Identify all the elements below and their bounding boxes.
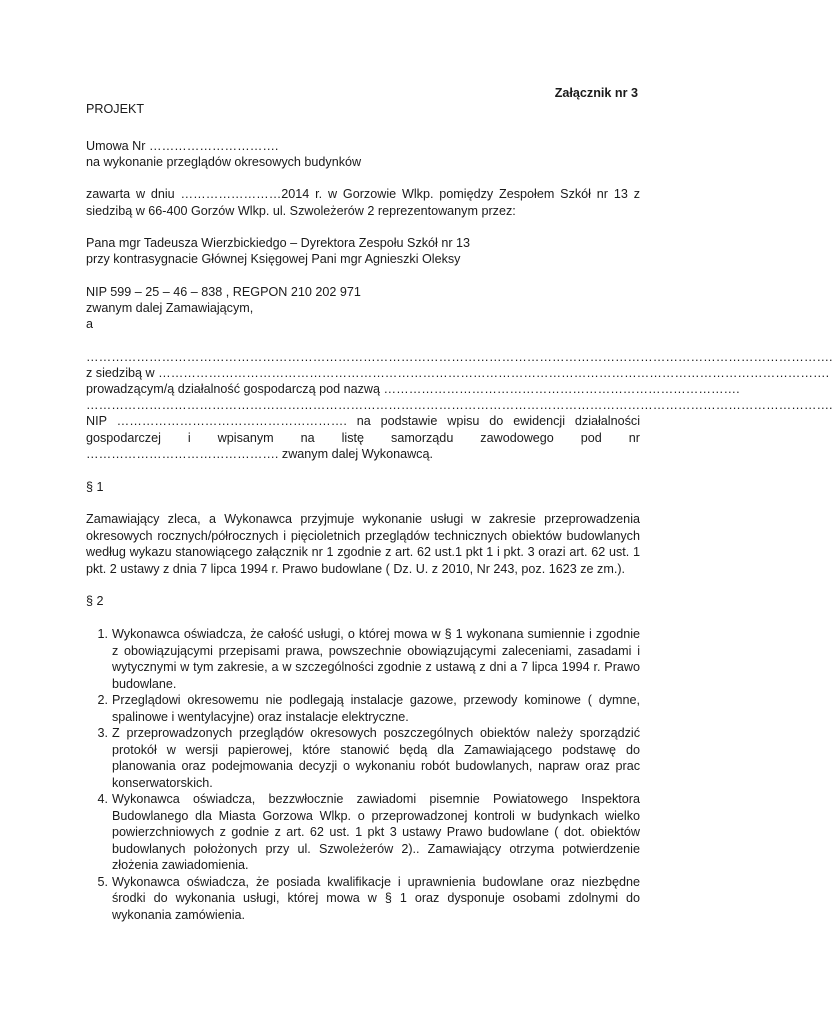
contractor-nip-paragraph: NIP ………………………………………………. na podstawie wpisu do ewidencji działalności gospodarczej i wpisanym na listę samorządu zawodowego pod nr ………………………………………. zwanym dalej Wykonawcą. (86, 414, 640, 461)
list-item (86, 874, 640, 924)
list-item (86, 791, 640, 874)
representative-line-2: przy kontrasygnacie Głównej Księgowej Pani mgr Agnieszki Oleksy (86, 252, 461, 266)
representative-line-1: Pana mgr Tadeusza Wierzbickiedgo – Dyrektora Zespołu Szkół nr 13 (86, 236, 471, 250)
list-item-number: 2. (97, 693, 108, 707)
contractor-dots-line-2: ……………………………………………………………………………………………………………………………………………………………. (86, 398, 833, 412)
list-item-text: Z przeprowadzonych przeglądów okresowych poszczególnych obiektów należy sporządzić protokół w wersji papierowej, które stanowić będą dla Zamawiającego podstawę do planowania oraz podejmowania decyzji o wykonaniu robót budowlanych, napraw oraz prac konserwatorskich. (112, 726, 640, 790)
contractor-business-line: prowadzącym/ą działalność gospodarczą pod nazwą …………………………………………………………………………. (86, 382, 740, 396)
contractor-dots-line-1: ……………………………………………………………………………………………………………………………………………………………. (86, 350, 833, 364)
section-2-list (86, 626, 640, 923)
annex-label: Załącznik nr 3 (554, 86, 638, 100)
list-item-number: 1. (97, 627, 108, 641)
nip-regon-line: NIP 599 – 25 – 46 – 838 , REGPON 210 202 971 (86, 285, 361, 299)
concluded-paragraph: zawarta w dniu ……………………2014 r. w Gorzowie Wlkp. pomiędzy Zespołem Szkół nr 13 z siedzibą w 66-400 Gorzów Wlkp. ul. Szwoleżerów 2 reprezentowanym przez: (86, 187, 640, 218)
list-item (86, 692, 640, 725)
contract-number: Umowa Nr …………………………. (86, 139, 279, 153)
contract-subject: na wykonanie przeglądów okresowych budynków (86, 155, 362, 169)
list-item-text: Wykonawca oświadcza, że całość usługi, o której mowa w § 1 wykonana sumiennie i zgodnie z obowiązującymi przepisami prawa, powszechnie obowiązującymi zaleceniami, zasadami i wytycznymi w tym zakresie, a w szczególności zgodnie z ustawą z dni a 7 lipca 1994 r. Prawo budowlane. (112, 627, 640, 691)
list-item-text: Wykonawca oświadcza, że posiada kwalifikacje i uprawnienia budowlane oraz niezbędne środki do wykonania usługi, której mowa w § 1 oraz dysponuje osobami zdolnymi do wykonania zamówienia. (112, 874, 640, 922)
list-item (86, 725, 640, 791)
list-item-text: Przeglądowi okresowemu nie podlegają instalacje gazowe, przewody kominowe ( dymne, spalinowe i wentylacyjne) oraz instalacje elektryczne. (112, 693, 640, 724)
section-1-text: Zamawiający zleca, a Wykonawca przyjmuje wykonanie usługi w zakresie przeprowadzenia okresowych rocznych/półrocznych i pięcioletnich przeglądów technicznych obiektów budowlanych według wykazu stanowiącego załącznik nr 1 zgodnie z art. 62 ust.1 pkt 1 i pkt. 3 orazi art. 62 ust. 1 pkt. 2 ustawy z dnia 7 lipca 1994 r. Prawo budowlane ( Dz. U. z 2010, Nr 243, poz. 1623 ze zm.). (86, 512, 640, 576)
list-item (86, 626, 640, 692)
ordering-party-line: zwanym dalej Zamawiającym, (86, 301, 254, 315)
project-label: PROJEKT (86, 102, 145, 116)
list-item-number: 4. (97, 792, 108, 806)
list-item-text: Wykonawca oświadcza, bezzwłocznie zawiadomi pisemnie Powiatowego Inspektora Budowlanego dla Miasta Gorzowa Wlkp. o przeprowadzonej kontroli w budynkach wielko powierzchniowych z godnie z art. 62 ust. 1 pkt 3 ustawy Prawo budowlane ( dot. obiektów budowlanych położonych przy ul. Szwoleżerów 2).. Zamawiający otrzyma potwierdzenie złożenia zawiadomienia. (112, 792, 640, 872)
section-2-heading: § 2 (86, 594, 104, 608)
list-item-number: 5. (97, 874, 108, 889)
list-item-number: 3. (97, 726, 108, 740)
section-1-heading: § 1 (86, 480, 104, 494)
contractor-seat-line: z siedzibą w ……………………………………………………………………………………………………………………………………………. (86, 366, 830, 380)
and-line: a (86, 317, 94, 331)
